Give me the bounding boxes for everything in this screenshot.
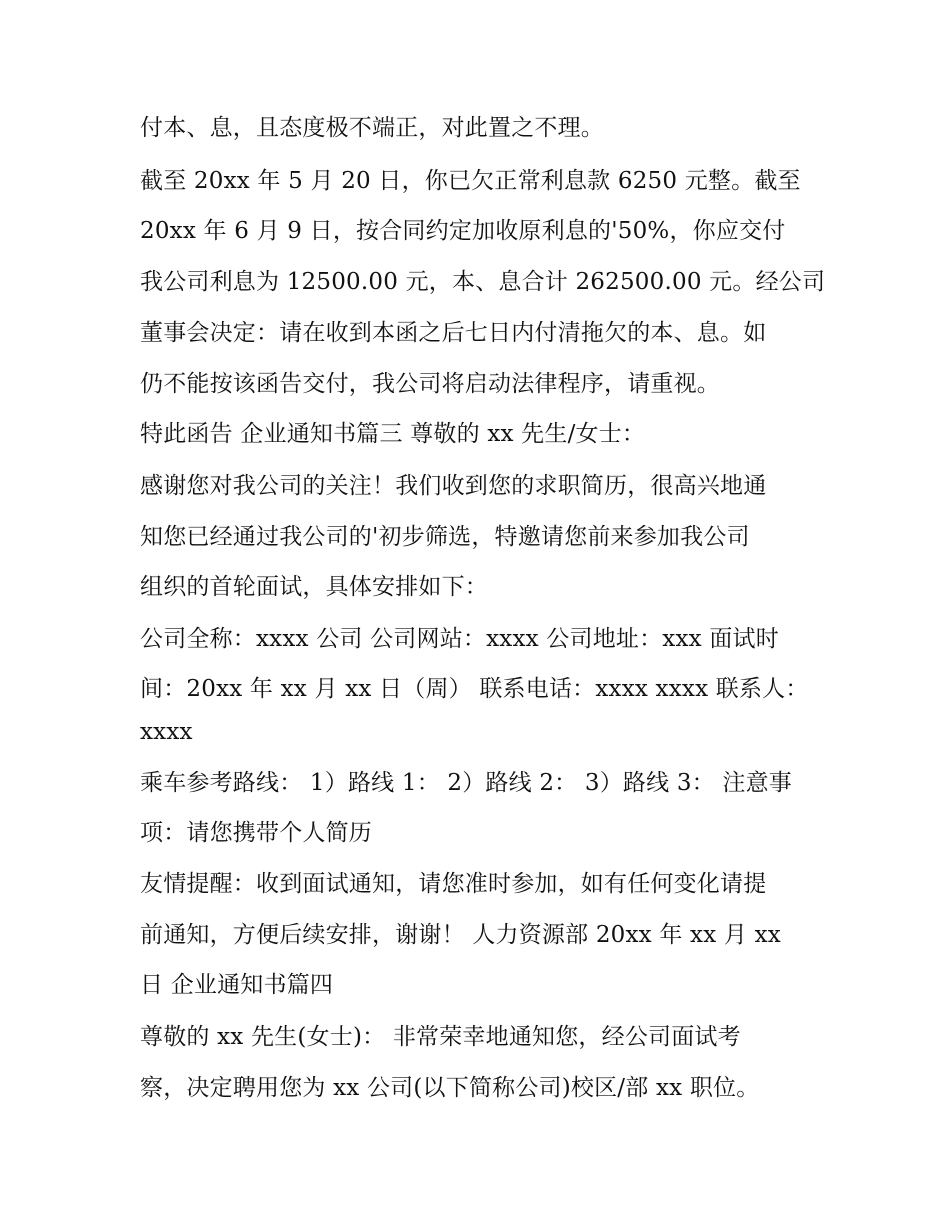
text-line-16: 友情提醒：收到面试通知，请您准时参加，如有任何变化请提 — [140, 871, 767, 897]
text-line-10: 组织的首轮面试，具体安排如下： — [140, 574, 488, 600]
text-line-15: 项：请您携带个人简历 — [140, 820, 372, 846]
text-line-4: 我公司利息为 12500.00 元，本、息合计 262500.00 元。经公司 — [140, 269, 826, 295]
text-line-11: 公司全称：xxxx 公司 公司网站：xxxx 公司地址：xxx 面试时 — [140, 626, 779, 652]
text-line-18: 日 企业通知书篇四 — [140, 972, 334, 998]
text-line-3: 20xx 年 6 月 9 日，按合同约定加收原利息的'50%，你应交付 — [140, 218, 786, 244]
text-line-14: 乘车参考路线： 1）路线 1： 2）路线 2： 3）路线 3： 注意事 — [140, 770, 792, 796]
text-line-20: 察，决定聘用您为 xx 公司(以下简称公司)校区/部 xx 职位。 — [140, 1075, 760, 1101]
text-line-6: 仍不能按该函告交付，我公司将启动法律程序，请重视。 — [140, 371, 720, 397]
text-line-8: 感谢您对我公司的关注！我们收到您的求职简历，很高兴地通 — [140, 473, 767, 499]
text-line-19: 尊敬的 xx 先生(女士)： 非常荣幸地通知您，经公司面试考 — [140, 1024, 741, 1050]
text-line-5: 董事会决定：请在收到本函之后七日内付清拖欠的本、息。如 — [140, 320, 767, 346]
text-line-13: xxxx — [140, 719, 193, 745]
text-line-7: 特此函告 企业通知书篇三 尊敬的 xx 先生/女士： — [140, 421, 646, 447]
text-line-9: 知您已经通过我公司的'初步筛选，特邀请您前来参加我公司 — [140, 524, 750, 550]
text-line-17: 前通知，方便后续安排，谢谢！ 人力资源部 20xx 年 xx 月 xx — [140, 922, 781, 948]
text-line-1: 付本、息，且态度极不端正，对此置之不理。 — [140, 115, 604, 141]
text-line-2: 截至 20xx 年 5 月 20 日，你已欠正常利息款 6250 元整。截至 — [140, 168, 801, 194]
text-line-12: 间：20xx 年 xx 月 xx 日（周） 联系电话：xxxx xxxx 联系人： — [140, 676, 809, 702]
